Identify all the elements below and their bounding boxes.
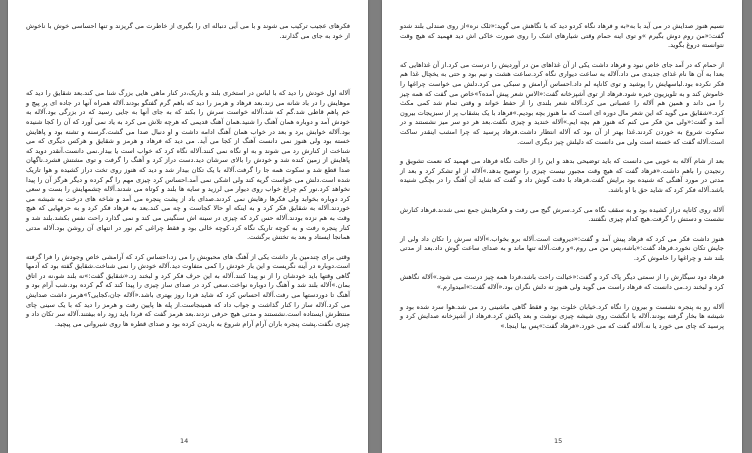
paragraph: آلاله روی کاناپه دراز کشیده بود و به سقف نگاه می کرد.سرش گیج می رفت و فکرهایش جمع نمی شدند.فرهاد کنارش نشست و دستش را گرفت.هیچ کدام چیزی نگفتند.: [400, 205, 724, 224]
paragraph: نسیم هنوز صدایش در می آید با به«به و فرهاد نگاه کردو دید که با نگاهش می گوید:«ثلک نره»از روی صندلی بلند شدو گفت:«من روم دوش بگیرم »و توی اینه حمام وقتی شیارهای اشک را روی صورت خاکی اش دید فهمید که هیچ وقت نتوانسته دروغ بگوید.: [400, 22, 724, 50]
paragraph: بعد از شام آلاله به خوبی می دانست که باید توضیحی بدهد و این را از حالت نگاه فرهاد می فهمید که نعمت تشویق و رنجیدن را باهم داشت.«فرهاد گفت که هیچ وقت مجبور نیست چیزی را توضیح بدهد.»آلاله از او تشکر کرد و بعد از مدتی در مورد آهنگی که شنیده بود برایش گفت.فرهاد با دقت گوش داد و گفت که شاید آن آهنگ را در بچگی شنیده باشد.آلاله فکر کرد که شاید حق با او باشد.: [400, 157, 724, 194]
page-right-content: [400, 22, 724, 427]
paragraph: فرهاد دود سیگارش را از سمتی دیگر پاک کرد و گفت:«خیالت راحت باشد،فردا همه چیز درست می شود.»آلاله نگاهش کرد و لبخند زد.می دانست که فرهاد راست می گوید ولی هنوز ته دلش نگران بود.«آلاله گفت:»امیدوارم.»: [400, 273, 724, 292]
page-left: [8, 0, 368, 453]
paragraph: از حمام که در آمد جای خاص نبود و فرهاد داشت یکی از آن غذاهای من در آوردیش را درست می کرد.از آن غذاهایی که بعدا به آن ها نام غذای جدیدی می داد.آلاله به ساعت دیواری نگاه کرد.ساعت هشت و نیم بود و حتی به یخچال غذا هم فکر نکرده بود.لباسهایش را پوشید و توی کاناپه لم داد.احساس آرامش و سبکی می کرد.دلش می خواست چراغها را خاموش کند و به تلویزیون خیره شود.فرهاد از توی آشپزخانه گفت:«الاس شعر پیش آمده؟»خاص می گفت که همه چیز را می داند و همین هم آلاله را عصبانی می کرد.آلاله شعر بلندی را از حفظ خواند و وقتی تمام شد کمی مکث کرد.«شقایق می گوید که این شعر مال دوره ای است که ما هنوز بچه بودیم.»فرهاد با یک بشقاب پر از سبزیجات بیرون آمد و گفت:«ولی من فکر می کنم که هنوز هم بچه ایم.»آلاله خندید و چیزی نگفت.بعد هر دو سر میز نشستند و در سکوت شروع به خوردن کردند.غذا بهتر از آن بود که آلاله انتظار داشت.فرهاد پرسید که چرا امشب اینقدر ساکت است.آلاله گفت که خسته است ولی می دانست که دلیلش چیز دیگری است.: [400, 60, 724, 146]
page-left-content: [26, 22, 350, 427]
page-number: 15: [554, 437, 563, 445]
page-right: [382, 0, 742, 453]
paragraph: وقتی برای چندمین بار داشت یکی از آهنگ های محبوبش را می زد،احساس کرد که آرامشی خاص وجودش را فرا گرفته است.دوباره در آینه نگریست و این بار خودش را کمی متفاوت دید.آلاله خودش را نمی شناخت.شقایق گفته بود که آدمها گاهی وقتها باید خودشان را از نو پیدا کنند.آلاله به این حرف فکر کرد و لبخند زد.«شقایق گفت:»نه بلند شو،نه در اتاق بمان.»آلاله بلند شد و آهنگ را دوباره نواخت.سعی کرد در صدای ساز چیزی را پیدا کند که گم کرده بود.شب آرام بود و آهنگ تا دوردستها می رفت.آلاله احساس کرد که شاید فردا روز بهتری باشد.«آلاله جان،کجایی؟»هرمز داشت صدایش می کرد.آلاله ساز را کنار گذاشت و جواب داد که همینجاست.از پله ها پایین رفت و هرمز را دید که با یک سینی چای منتظرش ایستاده است.نشستند و مدتی هیچ حرفی نزدند.بعد هرمز گفت که فردا باید زود راه بیفتند.آلاله سر تکان داد و چیزی نگفت.پشت پنجره باران آرام آرام شروع به باریدن کرده بود و صدای قطره ها روی شیروانی می پیچید.: [26, 252, 350, 328]
paragraph: آلاله رو به پنجره نشست و بیرون را نگاه کرد.خیابان خلوت بود و فقط گاهی ماشینی رد می شد.هوا سرد شده بود و شیشه ها بخار گرفته بودند.آلاله با انگشت روی شیشه چیزی نوشت و بعد پاکش کرد.فرهاد از آشپزخانه صدایش کرد و پرسید که چای می خورد یا نه.آلاله گفت که می خورد.«فرهاد گفت:»پس بیا اینجا.»: [400, 302, 724, 330]
page-number: 14: [180, 437, 189, 445]
paragraph: فکرهای عجیب ترکیب می شوند و با می آیی دنباله ای را بگیری از خاطرت می گریزند و تنها احساسی خوش با ناخوش از خود به جای می گذارند.: [26, 22, 350, 40]
paragraph: هنوز داشت فکر می کرد که فرهاد پیش آمد و گفت:«دیروقت است.آلاله برو بخواب.»آلاله سرش را تکان داد ولی از جایش تکان نخورد.فرهاد گفت:«باشه،پس من می روم.»و رفت.آلاله تنها ماند و به صدای ساعت گوش داد.بعد از مدتی بلند شد و چراغها را خاموش کرد.: [400, 234, 724, 262]
paragraph: آلاله اول خودش را دید که با لباس در استخری بلند و باریک،در کنار ماهی هایی بزرگ شنا می کند.بعد شقایق را دید که موهایش را در باد شانه می زند.بعد فرهاد و هرمز را دید که باهم گرم گفتگو بودند.آلاله همراه آنها در جاده ای پر پیچ و خم پاهم قاطی شد.گم که شد،آلاله خواست سرش را بکند که به جای آنها به جایی رسید که در بزرگی بود.آلاله به خودش آمد و دوباره همان آهنگ را شنید.همان آهنگ قدیمی که هرچه تلاش می کرد به یاد نمی آورد که آن را کجا شنیده بود.آلاله خوابش برد و بعد در خواب همان آهنگ ادامه داشت و او دنبال صدا می گشت.گرسنه و تشنه بود و پاهایش خسته بود ولی هنوز نمی دانست آهنگ از کجا می آید. می دید که فرهاد و هرمز و شقایق و هرکس دیگری که می شناخت از کنارش رد می شوند و به او نگاه نمی کنند.آلاله نگاه کرد که خواب است یا بیدار.نمی دانست.آنقدر دوید که پاهایش از زمین کنده شد و خودش را بالای سرشان دید.دست دراز کرد و آهنگ را گرفت و توی مشتش فشرد.ناگهان صدا قطع شد و سکوت همه جا را گرفت.آلاله با یک تکان بیدار شد و دید که هنوز روی تخت دراز کشیده و هوا تاریک شده است.دلش می خواست گریه کند ولی اشکی نمی آمد.احساس کرد چیزی مهم را گم کرده و دیگر هرگز آن را پیدا نخواهد کرد.نور کم چراغ خواب روی دیوار می لرزید و سایه ها بلند و کوتاه می شدند.آلاله چشمهایش را بست و سعی کرد دوباره بخوابد ولی فکرها رهایش نمی کردند.صدای باد از پشت پنجره می آمد و شاخه های درخت به شیشه می خوردند.آلاله به شقایق فکر کرد و به اینکه او حالا کجاست و چه می کند.بعد به فرهاد فکر کرد و به حرفهایی که هیچ وقت به هم نزده بودند.آلاله حس کرد که چیزی در سینه اش سنگینی می کند و نمی گذارد راحت نفس بکشد.بلند شد و کنار پنجره رفت و به کوچه تاریک نگاه کرد.کوچه خالی بود و فقط چراغی کم نور در انتهای آن روشن بود.آلاله مدتی همانجا ایستاد و بعد به تختش برگشت.: [26, 89, 350, 242]
